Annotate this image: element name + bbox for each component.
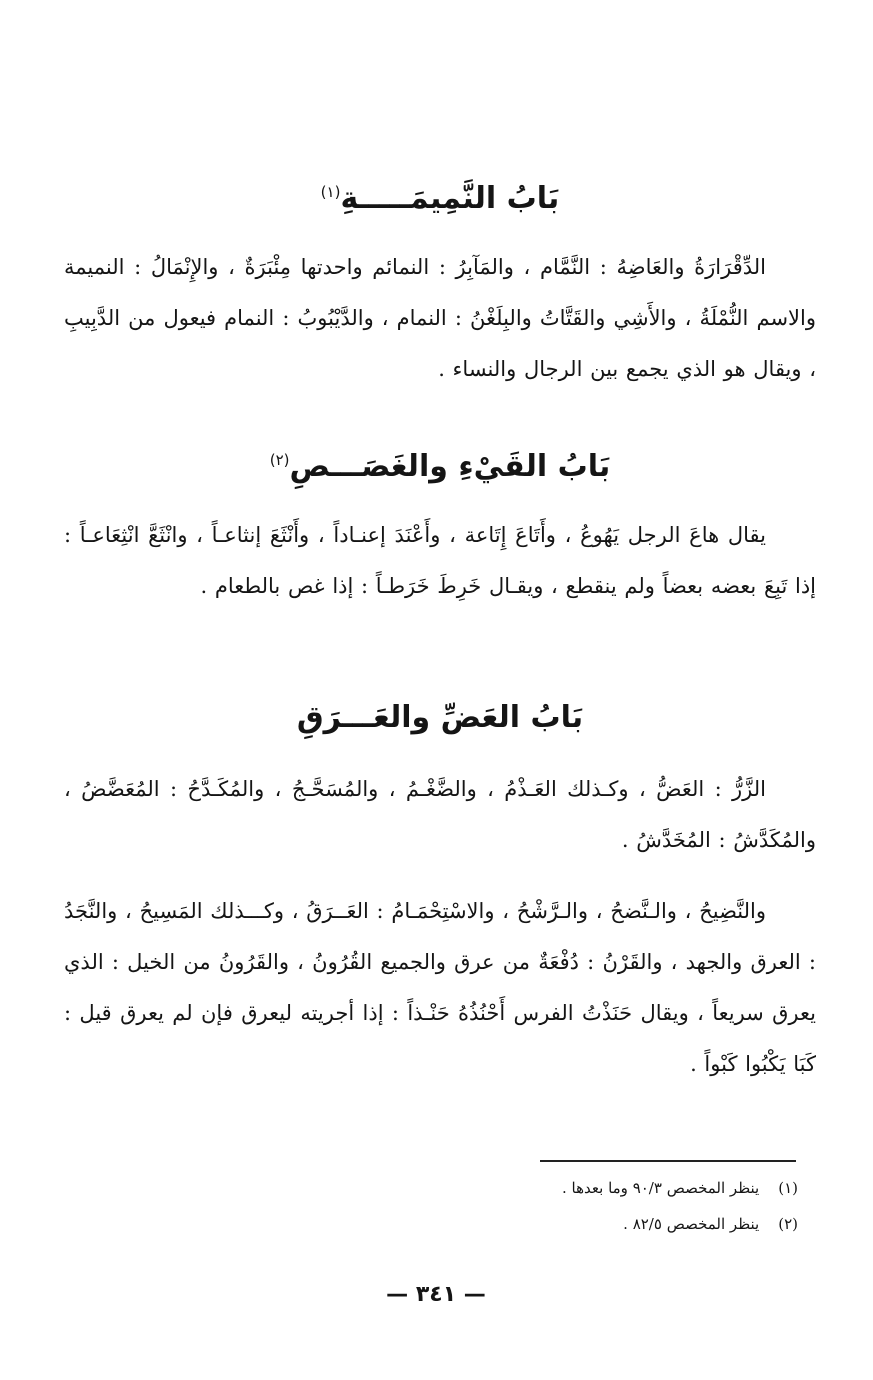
section-heading-gossip <box>60 170 820 221</box>
footnote <box>300 1212 798 1236</box>
footnote-ref: (٢) <box>269 451 290 469</box>
footnote-text: ينظر المخصص ٩٠/٣ وما بعدها . <box>562 1179 760 1197</box>
paragraph: والنَّضِيحُ ، والـنَّضحُ ، والـرَّشْحُ ، والاسْتِحْمَـامُ : العَــرَقُ ، وكـــذلك المَسِيحُ ، والنَّجَدُ : العرق والجهد ، والقَرْنُ : دُفْعَةٌ من عرق والجميع القُرُونُ ، والقَرُونُ من الخيل : الذي يعرق سريعاً ، ويقال حَنَذْتُ الفرس أَحْنُذُهُ حَنْـذاً : إذا أجريته ليعرق فإن لم يعرق قيل : كَبَا يَكْبُوا كَبْواً . <box>64 899 816 1076</box>
page-number: — ٣٤١ — <box>386 1282 486 1307</box>
footnote-ref: (١) <box>320 183 341 201</box>
heading-text: بَابُ القَيْءِ والغَصَـــصِ <box>289 449 611 484</box>
footnote-divider <box>540 1160 796 1162</box>
footnote <box>300 1176 798 1200</box>
paragraph: الزَّرُّ : العَضُّ ، وكـذلك العَـذْمُ ، والضَّغْـمُ ، والمُسَحَّـجُ ، والمُكَـدَّحُ : المُعَضَّضُ ، والمُكَدَّشُ : المُخَدَّشُ . <box>64 777 816 852</box>
section-heading-bite-sweat <box>60 696 820 740</box>
heading-text: بَابُ العَضِّ والعَـــرَقِ <box>296 700 584 735</box>
section-heading-vomit <box>60 438 820 489</box>
paragraph: يقال هاعَ الرجل يَهُوعُ ، وأَتَاعَ إِتَاعة ، وأَعْنَدَ إعنـاداً ، وأَنْثَعَ إنثاعـاً ، وانْثَعَّ انْثِعَاعـاً : إذا تَبِعَ بعضه بعضاً ولم ينقطع ، ويقـال خَرِطَ خَرَطـاً : إذا غص بالطعام . <box>64 523 816 598</box>
footnote-text: ينظر المخصص ٨٢/٥ . <box>623 1215 760 1233</box>
paragraph: الدِّقْرَارَةُ والعَاضِهُ : النَّمَّام ، والمَآبِرُ : النمائم واحدتها مِئْبَرَةٌ ، والإِنْمَالُ : النميمة والاسم النُّمْلَةُ ، والأَشِي والقَتَّاتُ والبِلَغْنُ : النمام ، والدَّيْبُوبُ : النمام فيعول من الدَّبِيبِ ، ويقال هو الذي يجمع بين الرجال والنساء . <box>64 255 816 381</box>
footnote-number: (١) <box>778 1179 798 1197</box>
heading-text: بَابُ النَّمِيمَـــــةِ <box>340 181 560 216</box>
footnote-number: (٢) <box>778 1215 798 1233</box>
